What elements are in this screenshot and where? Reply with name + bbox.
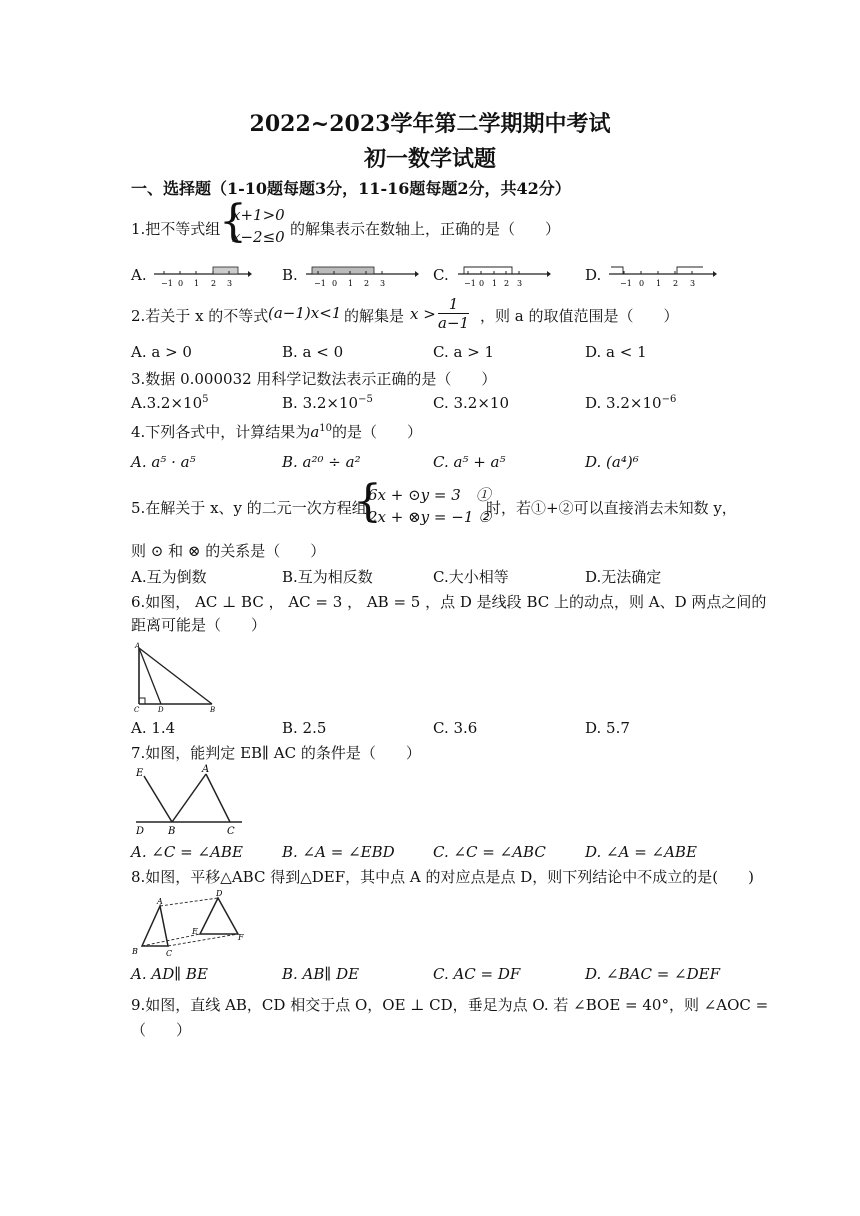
q1-option-c-label: C. (433, 266, 449, 284)
q8-option-c: C. AC = DF (433, 965, 521, 983)
q8-label-d: D (216, 889, 223, 898)
q8-label-a: A (157, 897, 163, 906)
q3-option-c: C. 3.2×10 (433, 394, 510, 412)
q1-brace: { (219, 196, 247, 247)
q8-option-a: A. AD∥ BE (131, 965, 208, 983)
q1-numberline-a (152, 262, 252, 290)
q5-option-a: A.互为倒数 (131, 568, 207, 586)
svg-text:3: 3 (227, 279, 233, 288)
q2-stem-b: 的解集是 (344, 307, 405, 325)
exam-title: 2022~2023学年第二学期期中考试 (249, 111, 611, 137)
q4-option-c: C. a⁵ + a⁵ (433, 453, 506, 471)
svg-text:2: 2 (364, 279, 370, 288)
q9-stem-b: （ ） (131, 1021, 192, 1039)
q5-stem-b: 时，若①+②可以直接消去未知数 y， (486, 499, 737, 517)
q1-stem-a: 1.把不等式组 (131, 220, 221, 238)
q5-stem-a: 5.在解关于 x、y 的二元一次方程组 (131, 499, 367, 517)
svg-text:−1: −1 (314, 279, 326, 288)
q7-stem: 7.如图，能判定 EB∥ AC 的条件是（ ） (131, 744, 421, 762)
q6-option-d: D. 5.7 (585, 719, 630, 737)
q2-option-d: D. a < 1 (585, 343, 647, 361)
q2-numerator: 1 (438, 295, 469, 314)
q1-system (232, 204, 285, 248)
q7-option-c: C. ∠C = ∠ABC (433, 843, 546, 861)
q8-option-d: D. ∠BAC = ∠DEF (585, 965, 720, 983)
q5-option-c: C.大小相等 (433, 568, 509, 586)
q6-option-b: B. 2.5 (282, 719, 327, 737)
q7-label-e: E (136, 768, 144, 779)
q5-brace: { (354, 476, 382, 527)
q1-option-d-label: D. (585, 266, 602, 284)
q8-label-b: B (132, 947, 138, 956)
svg-text:3: 3 (690, 279, 696, 288)
q7-label-c: C (227, 826, 235, 837)
svg-text:2: 2 (504, 279, 510, 288)
q6-label-d: D (158, 706, 164, 714)
svg-text:1: 1 (348, 279, 354, 288)
q7-label-a: A (202, 764, 210, 775)
q8-label-c: C (166, 949, 173, 958)
q1-numberline-c (456, 262, 551, 290)
q6-triangle-figure (130, 642, 220, 712)
q7-option-d: D. ∠A = ∠ABE (585, 843, 697, 861)
svg-text:1: 1 (656, 279, 662, 288)
svg-text:1: 1 (194, 279, 200, 288)
svg-text:2: 2 (673, 279, 679, 288)
q8-stem: 8.如图，平移△ABC 得到△DEF，其中点 A 的对应点是点 D，则下列结论中不成立的是( ) (131, 868, 755, 886)
q1-numberline-b (304, 262, 419, 290)
q7-option-b: B. ∠A = ∠EBD (282, 843, 395, 861)
q8-option-b: B. AB∥ DE (282, 965, 360, 983)
exam-subtitle: 初一数学试题 (363, 146, 496, 172)
q4-option-a: A. a⁵ · a⁵ (131, 453, 196, 471)
q8-label-f: F (238, 933, 244, 942)
q6-label-c: C (134, 706, 140, 714)
q2-denominator: a−1 (438, 314, 470, 332)
svg-text:3: 3 (517, 279, 523, 288)
svg-text:2: 2 (211, 279, 217, 288)
q8-figure (130, 888, 255, 960)
q1-option-a-label: A. (131, 266, 147, 284)
svg-text:0: 0 (639, 279, 645, 288)
q6-option-a: A. 1.4 (131, 719, 176, 737)
q6-option-c: C. 3.6 (433, 719, 478, 737)
q5-sys-eq2: 2x + ⊗y = −1 ② (368, 508, 492, 526)
svg-text:1: 1 (492, 279, 498, 288)
q2-stem-a: 2.若关于 x 的不等式 (131, 307, 269, 325)
svg-text:−1: −1 (620, 279, 632, 288)
svg-text:−1: −1 (161, 279, 173, 288)
q6-label-b: B (210, 706, 216, 714)
q1-option-b-label: B. (282, 266, 298, 284)
q1-sys-eq1: x+1>0 (232, 206, 285, 224)
q3-option-d: D. $3.2\times 10^{-6}$ (585, 394, 677, 412)
q3-option-a: $A.3.2\times 10^5$ (131, 394, 209, 412)
q2-stem-c: ，则 a 的取值范围是（ ） (480, 307, 679, 325)
q2-option-c: C. a > 1 (433, 343, 495, 361)
q4-stem: 4.下列各式中，计算结果为$a^{10}$的是（ ） (131, 423, 423, 441)
q8-label-e: E (192, 927, 198, 936)
q7-option-a: A. ∠C = ∠ABE (131, 843, 243, 861)
q1-numberline-d (607, 262, 717, 290)
q9-stem-a: 9.如图，直线 AB，CD 相交于点 O，OE ⊥ CD，垂足为点 O. 若 ∠BOE = 40°，则 ∠AOC = (131, 996, 769, 1014)
q1-stem-b: 的解集表示在数轴上，正确的是（ ） (290, 220, 561, 238)
q2-expr: (a−1)x<1 (268, 304, 342, 322)
q5-system (368, 484, 492, 528)
q6-stem-b: 距离可能是（ ） (131, 616, 267, 634)
svg-text:0: 0 (479, 279, 485, 288)
svg-text:0: 0 (178, 279, 184, 288)
svg-text:3: 3 (380, 279, 386, 288)
q4-option-b: B. a²⁰ ÷ a² (282, 453, 361, 471)
q3-option-b: B. $3.2\times 10^{-5}$ (282, 394, 373, 412)
q2-option-b: B. a < 0 (282, 343, 344, 361)
q5-stem-c: 则 ⊙ 和 ⊗ 的关系是（ ） (131, 542, 326, 560)
q7-label-b: B (168, 826, 176, 837)
q3-stem: 3.数据 0.000032 用科学记数法表示正确的是（ ） (131, 370, 497, 388)
svg-text:−1: −1 (464, 279, 476, 288)
svg-text:0: 0 (332, 279, 338, 288)
q6-label-a: A (135, 642, 141, 650)
q2-option-a: A. a > 0 (131, 343, 192, 361)
q1-sys-eq2: x−2≤0 (232, 228, 285, 246)
q7-figure (130, 764, 245, 836)
q5-option-b: B.互为相反数 (282, 568, 373, 586)
q5-option-d: D.无法确定 (585, 568, 662, 586)
section-heading: 一、选择题（1-10题每题3分，11-16题每题2分，共42分） (131, 179, 571, 198)
q6-stem-a: 6.如图， AC ⊥ BC ， AC = 3 ， AB = 5 ，点 D 是线段 BC 上的动点，则 A、D 两点之间的 (131, 593, 767, 611)
q7-label-d: D (136, 826, 145, 837)
q5-sys-eq1: 6x + ⊙y = 3 ① (368, 486, 491, 504)
q2-fraction (438, 295, 469, 332)
q2-rel: x > (410, 305, 436, 323)
q4-option-d: D. (a⁴)⁶ (585, 453, 639, 471)
